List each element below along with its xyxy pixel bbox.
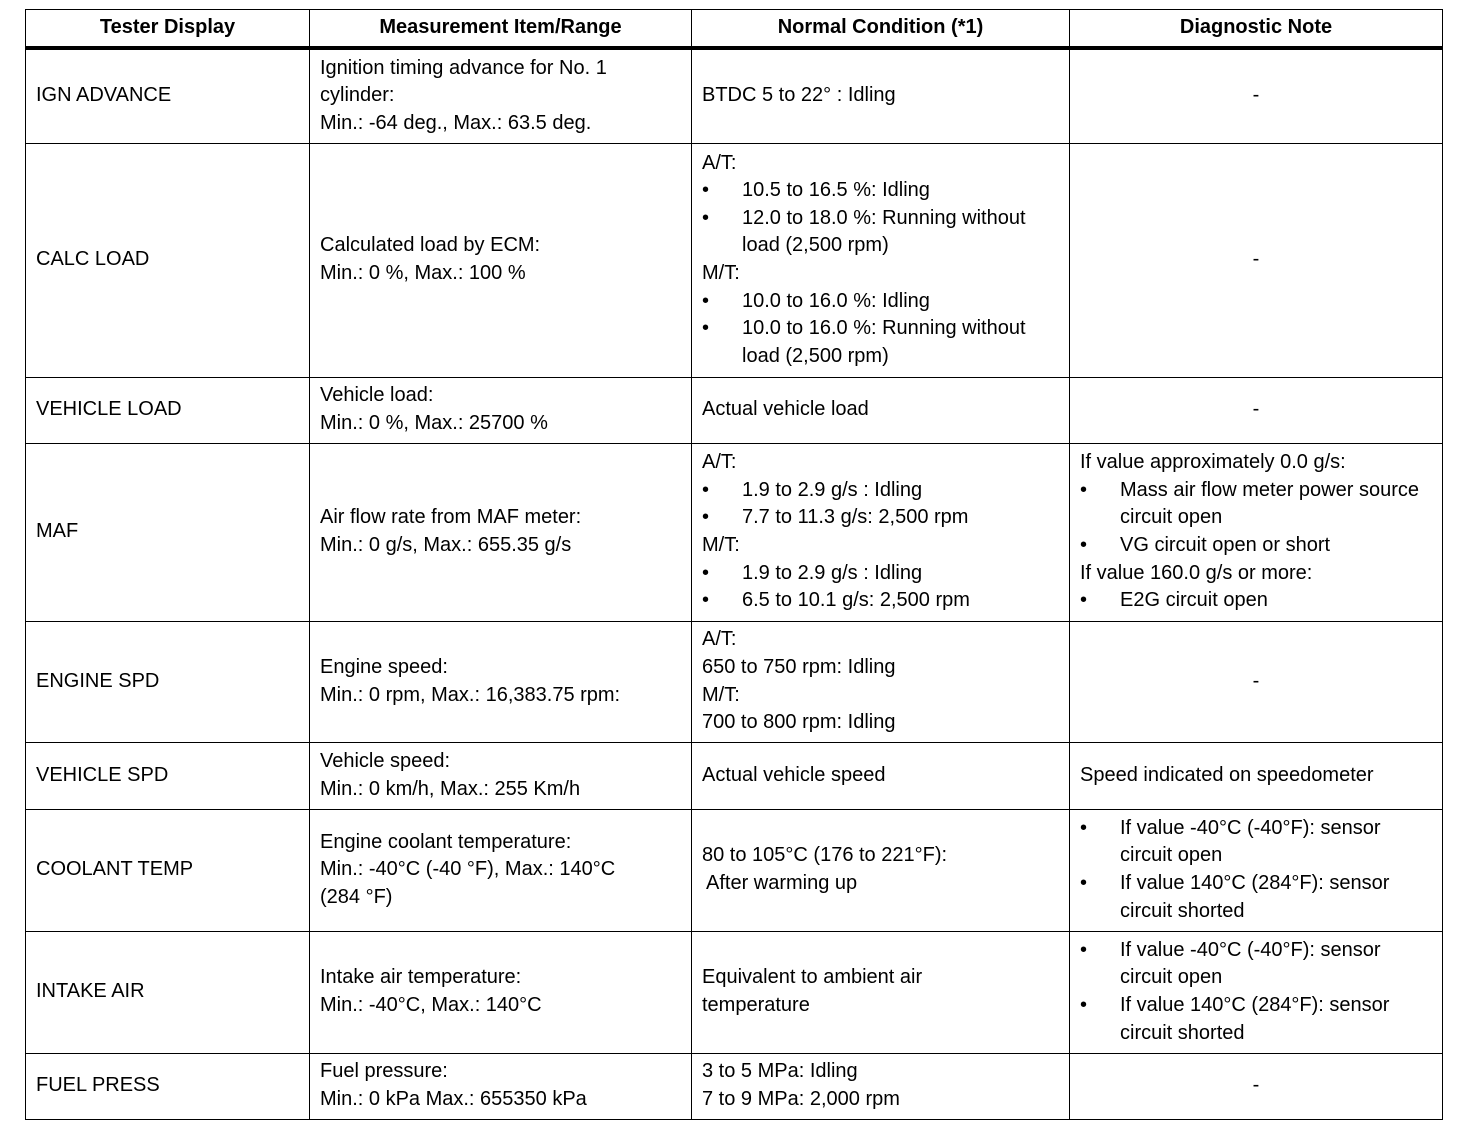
tester-display-cell: CALC LOAD bbox=[26, 143, 310, 377]
range-line: Fuel pressure: bbox=[320, 1060, 448, 1083]
measurement-cell bbox=[310, 621, 692, 742]
normal-condition-cell: Actual vehicle speed bbox=[692, 742, 1070, 809]
bullet-item: • 6.5 to 10.1 g/s: 2,500 rpm bbox=[702, 587, 1059, 615]
tester-display-cell: COOLANT TEMP bbox=[26, 809, 310, 931]
measurement-cell bbox=[310, 443, 692, 621]
tester-display-cell: FUEL PRESS bbox=[26, 1053, 310, 1119]
bullet-item: • E2G circuit open bbox=[1080, 587, 1432, 615]
bullet-icon: • bbox=[702, 506, 710, 529]
table-row bbox=[26, 809, 1443, 931]
range-line: Min.: 0 g/s, Max.: 655.35 g/s bbox=[320, 534, 572, 556]
diagnostic-note-cell bbox=[1070, 809, 1443, 931]
bullet-icon: • bbox=[702, 589, 710, 612]
normal-condition-cell bbox=[692, 443, 1070, 621]
bullet-item: • VG circuit open or short bbox=[1080, 532, 1432, 560]
header-tester-display: Tester Display bbox=[26, 10, 310, 49]
bullet-item: • 10.5 to 16.5 %: Idling bbox=[702, 177, 1059, 205]
bullet-item: • 10.0 to 16.0 %: Idling bbox=[702, 288, 1059, 316]
diagnostic-note-cell bbox=[1070, 931, 1443, 1053]
normal-condition-cell bbox=[692, 809, 1070, 931]
condition-line: 700 to 800 rpm: Idling bbox=[702, 711, 896, 734]
bullet-icon: • bbox=[702, 478, 710, 501]
table-row bbox=[26, 377, 1443, 443]
diagnostic-note-cell: - bbox=[1070, 1053, 1443, 1119]
bullet-item: • If value 140°C (284°F): sensor circuit shorted bbox=[1080, 992, 1432, 1047]
header-normal-condition: Normal Condition (*1) bbox=[692, 10, 1070, 49]
range-line: Vehicle speed: bbox=[320, 749, 451, 772]
range-line: Min.: 0 km/h, Max.: 255 Km/h bbox=[320, 777, 581, 800]
condition-line: temperature bbox=[702, 994, 810, 1016]
bullet-icon: • bbox=[702, 179, 710, 202]
table-row bbox=[26, 48, 1443, 143]
header-diagnostic-note: Diagnostic Note bbox=[1070, 10, 1443, 49]
condition-line: M/T: bbox=[702, 683, 740, 706]
measurement-cell bbox=[310, 809, 692, 931]
bullet-item: • If value -40°C (-40°F): sensor circuit open bbox=[1080, 937, 1432, 992]
range-line: Engine coolant temperature: bbox=[320, 830, 572, 853]
bullet-item: • 12.0 to 18.0 %: Running without load (2,500 rpm) bbox=[702, 205, 1059, 260]
bullet-icon: • bbox=[1080, 478, 1088, 501]
range-line: Calculated load by ECM: bbox=[320, 234, 541, 257]
condition-line: Equivalent to ambient air bbox=[702, 966, 923, 989]
header-row bbox=[26, 10, 1443, 49]
tester-display-cell: IGN ADVANCE bbox=[26, 48, 310, 143]
diagnostic-note-cell: Speed indicated on speedometer bbox=[1070, 742, 1443, 809]
range-line: (284 °F) bbox=[320, 885, 393, 908]
range-line: Min.: 0 rpm, Max.: 16,383.75 rpm: bbox=[320, 683, 621, 706]
condition-line: 80 to 105°C (176 to 221°F): bbox=[702, 844, 948, 867]
bullet-icon: • bbox=[702, 317, 710, 340]
bullet-item: • 7.7 to 11.3 g/s: 2,500 rpm bbox=[702, 504, 1059, 532]
transmission-label: A/T: bbox=[702, 151, 737, 174]
bullet-item: • If value -40°C (-40°F): sensor circuit open bbox=[1080, 815, 1432, 870]
bullet-icon: • bbox=[1080, 994, 1088, 1016]
bullet-item: • 1.9 to 2.9 g/s : Idling bbox=[702, 477, 1059, 505]
bullet-icon: • bbox=[702, 206, 710, 229]
diagnostic-note-cell: - bbox=[1070, 377, 1443, 443]
normal-condition-cell bbox=[692, 931, 1070, 1053]
diagnostic-note-cell: - bbox=[1070, 621, 1443, 742]
range-line: Air flow rate from MAF meter: bbox=[320, 506, 582, 529]
measurement-cell bbox=[310, 1053, 692, 1119]
range-line: Ignition timing advance for No. 1 bbox=[320, 56, 607, 79]
table-row bbox=[26, 931, 1443, 1053]
condition-line: A/T: bbox=[702, 628, 737, 651]
note-heading: If value 160.0 g/s or more: bbox=[1080, 561, 1313, 584]
diagnostic-note-cell bbox=[1070, 443, 1443, 621]
condition-line: 7 to 9 MPa: 2,000 rpm bbox=[702, 1088, 900, 1110]
table-row bbox=[26, 621, 1443, 742]
normal-condition-cell bbox=[692, 143, 1070, 377]
range-line: Intake air temperature: bbox=[320, 966, 522, 989]
bullet-item: • Mass air flow meter power source circuit open bbox=[1080, 477, 1432, 532]
tester-display-cell: VEHICLE LOAD bbox=[26, 377, 310, 443]
range-line: Min.: -40°C, Max.: 140°C bbox=[320, 994, 542, 1016]
table-row bbox=[26, 143, 1443, 377]
table-row bbox=[26, 1053, 1443, 1119]
range-line: Min.: -40°C (-40 °F), Max.: 140°C bbox=[320, 858, 616, 881]
header-measurement-item: Measurement Item/Range bbox=[310, 10, 692, 49]
measurement-cell bbox=[310, 143, 692, 377]
bullet-item: • If value 140°C (284°F): sensor circuit shorted bbox=[1080, 870, 1432, 925]
measurement-cell bbox=[310, 48, 692, 143]
tester-display-cell: INTAKE AIR bbox=[26, 931, 310, 1053]
bullet-icon: • bbox=[1080, 938, 1088, 961]
transmission-label: A/T: bbox=[702, 451, 737, 474]
tester-display-cell: VEHICLE SPD bbox=[26, 742, 310, 809]
range-line: Vehicle load: bbox=[320, 384, 434, 407]
normal-condition-cell bbox=[692, 1053, 1070, 1119]
range-line: Min.: 0 %, Max.: 100 % bbox=[320, 262, 526, 284]
range-line: cylinder: bbox=[320, 84, 395, 107]
condition-line: After warming up bbox=[706, 872, 858, 894]
transmission-label: M/T: bbox=[702, 262, 740, 284]
tester-display-cell: MAF bbox=[26, 443, 310, 621]
table-row bbox=[26, 443, 1443, 621]
condition-line: 650 to 750 rpm: Idling bbox=[702, 655, 896, 678]
transmission-label: M/T: bbox=[702, 534, 740, 556]
note-heading: If value approximately 0.0 g/s: bbox=[1080, 451, 1346, 474]
normal-condition-cell: BTDC 5 to 22° : Idling bbox=[692, 48, 1070, 143]
diagnostic-note-cell: - bbox=[1070, 48, 1443, 143]
range-line: Min.: -64 deg., Max.: 63.5 deg. bbox=[320, 112, 592, 135]
bullet-icon: • bbox=[1080, 816, 1088, 839]
condition-line: 3 to 5 MPa: Idling bbox=[702, 1060, 858, 1083]
normal-condition-cell: Actual vehicle load bbox=[692, 377, 1070, 443]
data-list-table bbox=[25, 9, 1443, 1120]
tester-display-cell: ENGINE SPD bbox=[26, 621, 310, 742]
bullet-icon: • bbox=[702, 289, 710, 312]
range-line: Engine speed: bbox=[320, 655, 448, 678]
measurement-cell bbox=[310, 742, 692, 809]
bullet-icon: • bbox=[702, 561, 710, 584]
bullet-icon: • bbox=[1080, 534, 1088, 556]
bullet-item: • 1.9 to 2.9 g/s : Idling bbox=[702, 560, 1059, 588]
bullet-icon: • bbox=[1080, 872, 1088, 894]
normal-condition-cell bbox=[692, 621, 1070, 742]
table-row bbox=[26, 742, 1443, 809]
measurement-cell bbox=[310, 377, 692, 443]
range-line: Min.: 0 %, Max.: 25700 % bbox=[320, 412, 548, 434]
measurement-cell bbox=[310, 931, 692, 1053]
diagnostic-note-cell: - bbox=[1070, 143, 1443, 377]
bullet-item: • 10.0 to 16.0 %: Running without load (2,500 rpm) bbox=[702, 315, 1059, 370]
bullet-icon: • bbox=[1080, 589, 1088, 612]
range-line: Min.: 0 kPa Max.: 655350 kPa bbox=[320, 1088, 587, 1110]
